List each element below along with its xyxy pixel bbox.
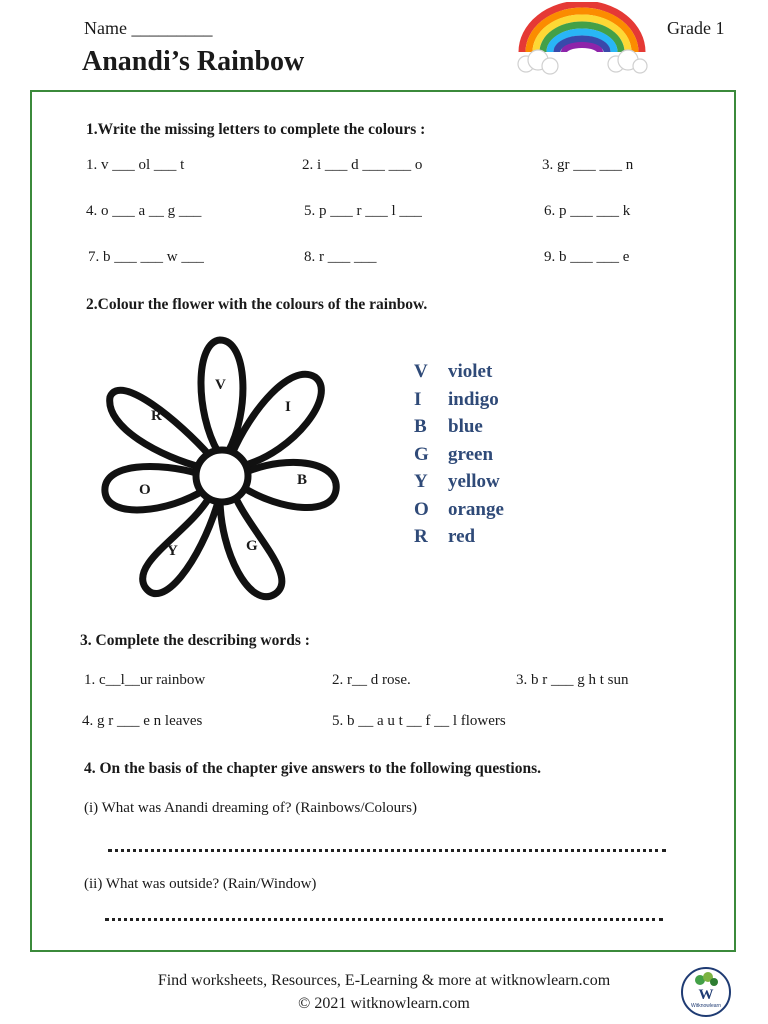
q3-item: 3. b r ___ g h t sun <box>516 672 629 688</box>
q2-heading: 2.Colour the flower with the colours of the rainbow. <box>86 296 428 313</box>
answer-line[interactable] <box>105 918 663 921</box>
legend-word: yellow <box>448 471 500 492</box>
q1-item: 2. i ___ d ___ ___ o <box>302 157 423 173</box>
logo-text: Witknowlearn <box>690 1003 721 1009</box>
legend-letter: O <box>414 498 429 520</box>
q3-item: 5. b __ a u t __ f __ l flowers <box>332 713 506 729</box>
rainbow-icon <box>516 2 648 82</box>
legend-row <box>414 386 504 414</box>
q1-item: 4. o ___ a __ g ___ <box>86 203 202 219</box>
legend-word: violet <box>448 361 493 382</box>
legend-letter: R <box>414 526 428 547</box>
petal-label-g: G <box>246 538 258 554</box>
logo-icon <box>680 966 732 1018</box>
legend-row <box>414 358 504 386</box>
grade-label: Grade 1 <box>667 18 725 38</box>
q4-heading: 4. On the basis of the chapter give answers to the following questions. <box>84 760 541 777</box>
legend-row <box>414 496 504 524</box>
q4-question: (i) What was Anandi dreaming of? (Rainbows/Colours) <box>84 800 417 816</box>
petal-label-y: Y <box>167 543 178 559</box>
flower-outline <box>100 332 340 604</box>
q1-item: 3. gr ___ ___ n <box>542 157 634 173</box>
q1-item: 1. v ___ ol ___ t <box>86 157 185 173</box>
name-field-label: Name _________ <box>84 18 213 38</box>
q3-item: 1. c__l__ur rainbow <box>84 672 206 688</box>
copyright-text: © 2021 witknowlearn.com <box>298 995 470 1012</box>
q4-question: (ii) What was outside? (Rain/Window) <box>84 876 317 892</box>
legend-row <box>414 413 504 441</box>
q3-item: 2. r__ d rose. <box>332 672 411 688</box>
colour-legend <box>414 358 504 551</box>
petal-label-b: B <box>297 472 308 488</box>
legend-letter: I <box>414 388 422 410</box>
petal-label-v: V <box>215 377 226 393</box>
legend-word: green <box>448 443 494 465</box>
footer-text: Find worksheets, Resources, E-Learning & more at witknowlearn.com <box>157 972 611 989</box>
legend-row <box>414 468 504 496</box>
page-title: Anandi’s Rainbow <box>82 46 305 77</box>
q1-item: 6. p ___ ___ k <box>544 203 631 219</box>
legend-word: indigo <box>448 388 499 410</box>
answer-line[interactable] <box>108 849 666 852</box>
petal-label-r: R <box>151 408 162 424</box>
legend-letter: B <box>414 416 427 437</box>
q1-item: 7. b ___ ___ w ___ <box>88 249 204 265</box>
legend-letter: V <box>414 361 428 382</box>
q3-item: 4. g r ___ e n leaves <box>82 713 203 729</box>
q1-item: 8. r ___ ___ <box>304 249 377 265</box>
legend-letter: Y <box>414 471 428 492</box>
q3-heading: 3. Complete the describing words : <box>80 632 310 649</box>
q1-heading: 1.Write the missing letters to complete the colours : <box>86 121 426 138</box>
q1-item: 9. b ___ ___ e <box>544 249 630 265</box>
petal-label-i: I <box>285 399 291 415</box>
q1-item: 5. p ___ r ___ l ___ <box>304 203 422 219</box>
legend-row <box>414 441 504 469</box>
legend-word: blue <box>448 416 483 437</box>
svg-text:W: W <box>698 987 714 1003</box>
legend-letter: G <box>414 443 429 465</box>
witknowlearn-logo <box>680 966 732 1018</box>
petal-label-o: O <box>139 482 151 498</box>
legend-word: orange <box>448 498 504 520</box>
legend-row <box>414 523 504 551</box>
legend-word: red <box>448 526 476 547</box>
